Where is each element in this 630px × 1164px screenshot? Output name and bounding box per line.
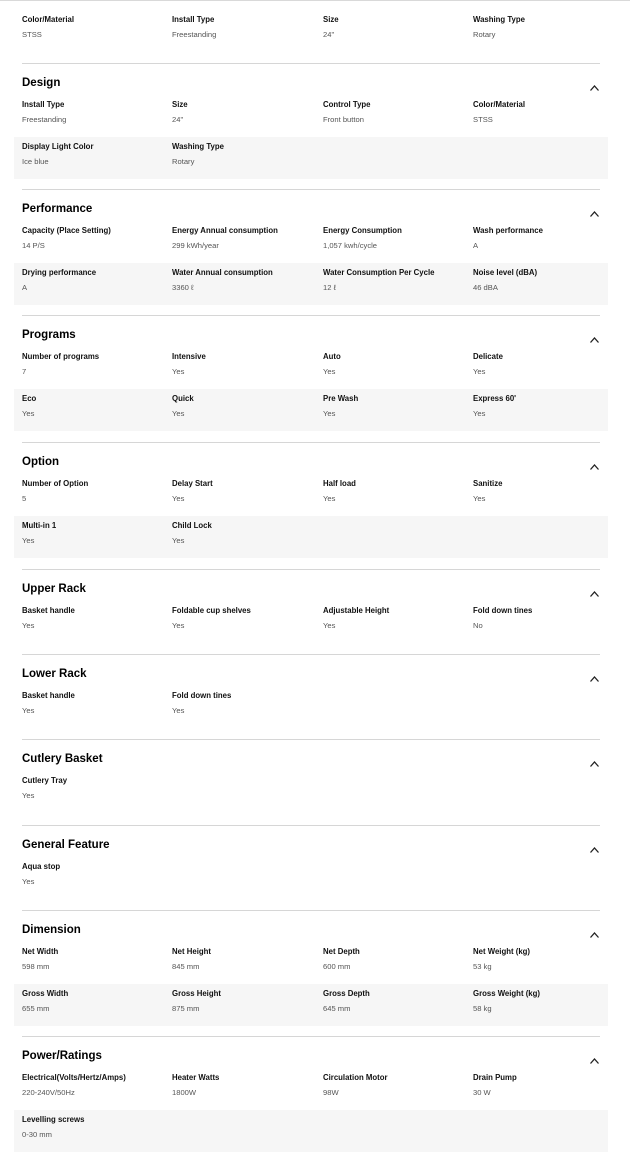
chevron-up-icon[interactable] [589,1052,600,1060]
spec-label: Aqua stop [22,862,61,871]
spec-label: Install Type [22,100,65,109]
spec-label: Circulation Motor [323,1073,388,1082]
spec-value: Yes [323,367,336,376]
spec-label: Fold down tines [473,606,533,615]
spec-row [14,263,608,305]
spec-label: Net Depth [323,947,360,956]
spec-value: 1,057 kwh/cycle [323,241,378,250]
spec-value: STSS [22,30,42,39]
spec-label: Gross Height [172,989,221,998]
spec-label: Number of Option [22,479,89,488]
spec-value: 12 ℓ [323,283,337,292]
spec-value: 3360 ℓ [172,283,194,292]
spec-value: Yes [172,536,185,545]
spec-label: Cutlery Tray [22,776,68,785]
chevron-up-icon[interactable] [589,79,600,87]
spec-row [14,389,608,431]
chevron-up-icon[interactable] [589,585,600,593]
spec-value: A [22,283,28,292]
spec-label: Electrical(Volts/Hertz/Amps) [22,1073,126,1082]
spec-value: Yes [22,706,35,715]
spec-value: Yes [323,409,336,418]
spec-value: 46 dBA [473,283,498,292]
spec-label: Washing Type [172,142,224,151]
section-title: Cutlery Basket [22,753,103,765]
section-title: Design [22,77,61,89]
spec-value: 30 W [473,1088,491,1097]
spec-value: Yes [172,409,185,418]
spec-label: Pre Wash [323,394,359,403]
spec-label: Energy Consumption [323,226,402,235]
spec-label: Net Weight (kg) [473,947,531,956]
spec-label: Install Type [172,15,215,24]
spec-row [14,95,608,137]
spec-label: Child Lock [172,521,212,530]
spec-label: Gross Depth [323,989,370,998]
spec-value: No [473,621,483,630]
spec-row [14,516,608,558]
section-title: Option [22,456,60,468]
spec-value: 845 mm [172,962,200,971]
spec-row [14,984,608,1026]
chevron-up-icon[interactable] [589,926,600,934]
section-title: Lower Rack [22,668,87,680]
spec-label: Levelling screws [22,1115,85,1124]
spec-row [14,1068,608,1110]
spec-value: 645 mm [323,1004,351,1013]
spec-label: Gross Width [22,989,69,998]
spec-value: 598 mm [22,962,50,971]
spec-label: Control Type [323,100,371,109]
spec-label: Eco [22,394,37,403]
spec-label: Express 60' [473,394,517,403]
spec-label: Capacity (Place Setting) [22,226,111,235]
spec-value: Yes [22,536,35,545]
spec-row [14,771,608,813]
spec-row [14,601,608,643]
spec-label: Basket handle [22,606,75,615]
spec-value: A [473,241,479,250]
spec-label: Basket handle [22,691,75,700]
spec-row [14,942,608,984]
spec-value: 58 kg [473,1004,492,1013]
spec-value: 98W [323,1088,339,1097]
chevron-up-icon[interactable] [589,841,600,849]
spec-value: Yes [172,706,185,715]
spec-label: Net Height [172,947,211,956]
spec-value: 53 kg [473,962,492,971]
spec-label: Multi-in 1 [22,521,57,530]
spec-value: 655 mm [22,1004,50,1013]
chevron-up-icon[interactable] [589,458,600,466]
section-title: Power/Ratings [22,1050,102,1062]
spec-value: 299 kWh/year [172,241,219,250]
spec-label: Color/Material [22,15,74,24]
spec-value: Yes [22,409,35,418]
spec-value: Yes [172,367,185,376]
spec-label: Delicate [473,352,503,361]
spec-value: STSS [473,115,493,124]
spec-value: Yes [473,367,486,376]
spec-label: Size [323,15,339,24]
spec-value: Yes [323,621,336,630]
spec-value: 220-240V/50Hz [22,1088,75,1097]
spec-value: 24" [323,30,335,39]
chevron-up-icon[interactable] [589,331,600,339]
spec-row [14,347,608,389]
spec-label: Quick [172,394,194,403]
spec-label: Sanitize [473,479,503,488]
spec-value: Yes [172,621,185,630]
spec-label: Delay Start [172,479,213,488]
spec-label: Water Annual consumption [172,268,273,277]
spec-label: Gross Weight (kg) [473,989,541,998]
spec-label: Intensive [172,352,206,361]
spec-label: Display Light Color [22,142,94,151]
spec-label: Drain Pump [473,1073,517,1082]
spec-label: Foldable cup shelves [172,606,251,615]
spec-value: 24" [172,115,184,124]
spec-row [14,474,608,516]
section-title: General Feature [22,839,110,851]
spec-row [14,10,608,52]
spec-row [14,857,608,899]
section-title: Programs [22,329,76,341]
spec-value: 14 P/S [22,241,45,250]
spec-value: 5 [22,494,27,503]
spec-value: 7 [22,367,27,376]
top-border [0,0,630,1]
chevron-up-icon[interactable] [589,755,600,763]
spec-value: Freestanding [22,115,67,124]
spec-value: 1800W [172,1088,197,1097]
spec-value: 0-30 mm [22,1130,52,1139]
spec-label: Heater Watts [172,1073,220,1082]
spec-label: Energy Annual consumption [172,226,278,235]
spec-value: Yes [473,409,486,418]
spec-value: 875 mm [172,1004,200,1013]
spec-value: 600 mm [323,962,351,971]
spec-value: Ice blue [22,157,49,166]
spec-label: Noise level (dBA) [473,268,538,277]
section-title: Dimension [22,924,81,936]
spec-label: Net Width [22,947,59,956]
section-title: Upper Rack [22,583,86,595]
spec-value: Yes [473,494,486,503]
spec-row [14,137,608,179]
spec-label: Drying performance [22,268,97,277]
spec-value: Yes [22,621,35,630]
spec-row [14,221,608,263]
spec-label: Water Consumption Per Cycle [323,268,435,277]
spec-label: Auto [323,352,341,361]
spec-label: Color/Material [473,100,525,109]
section-title: Performance [22,203,93,215]
chevron-up-icon[interactable] [589,670,600,678]
spec-value: Rotary [172,157,195,166]
spec-label: Wash performance [473,226,543,235]
spec-row [14,1110,608,1152]
spec-value: Yes [323,494,336,503]
spec-value: Yes [172,494,185,503]
spec-label: Washing Type [473,15,525,24]
spec-label: Adjustable Height [323,606,390,615]
spec-value: Front button [323,115,364,124]
spec-label: Number of programs [22,352,100,361]
chevron-up-icon[interactable] [589,205,600,213]
spec-value: Yes [22,791,35,800]
spec-value: Yes [22,877,35,886]
spec-row [14,686,608,728]
spec-label: Size [172,100,188,109]
spec-label: Fold down tines [172,691,232,700]
spec-value: Rotary [473,30,496,39]
spec-label: Half load [323,479,356,488]
spec-value: Freestanding [172,30,217,39]
